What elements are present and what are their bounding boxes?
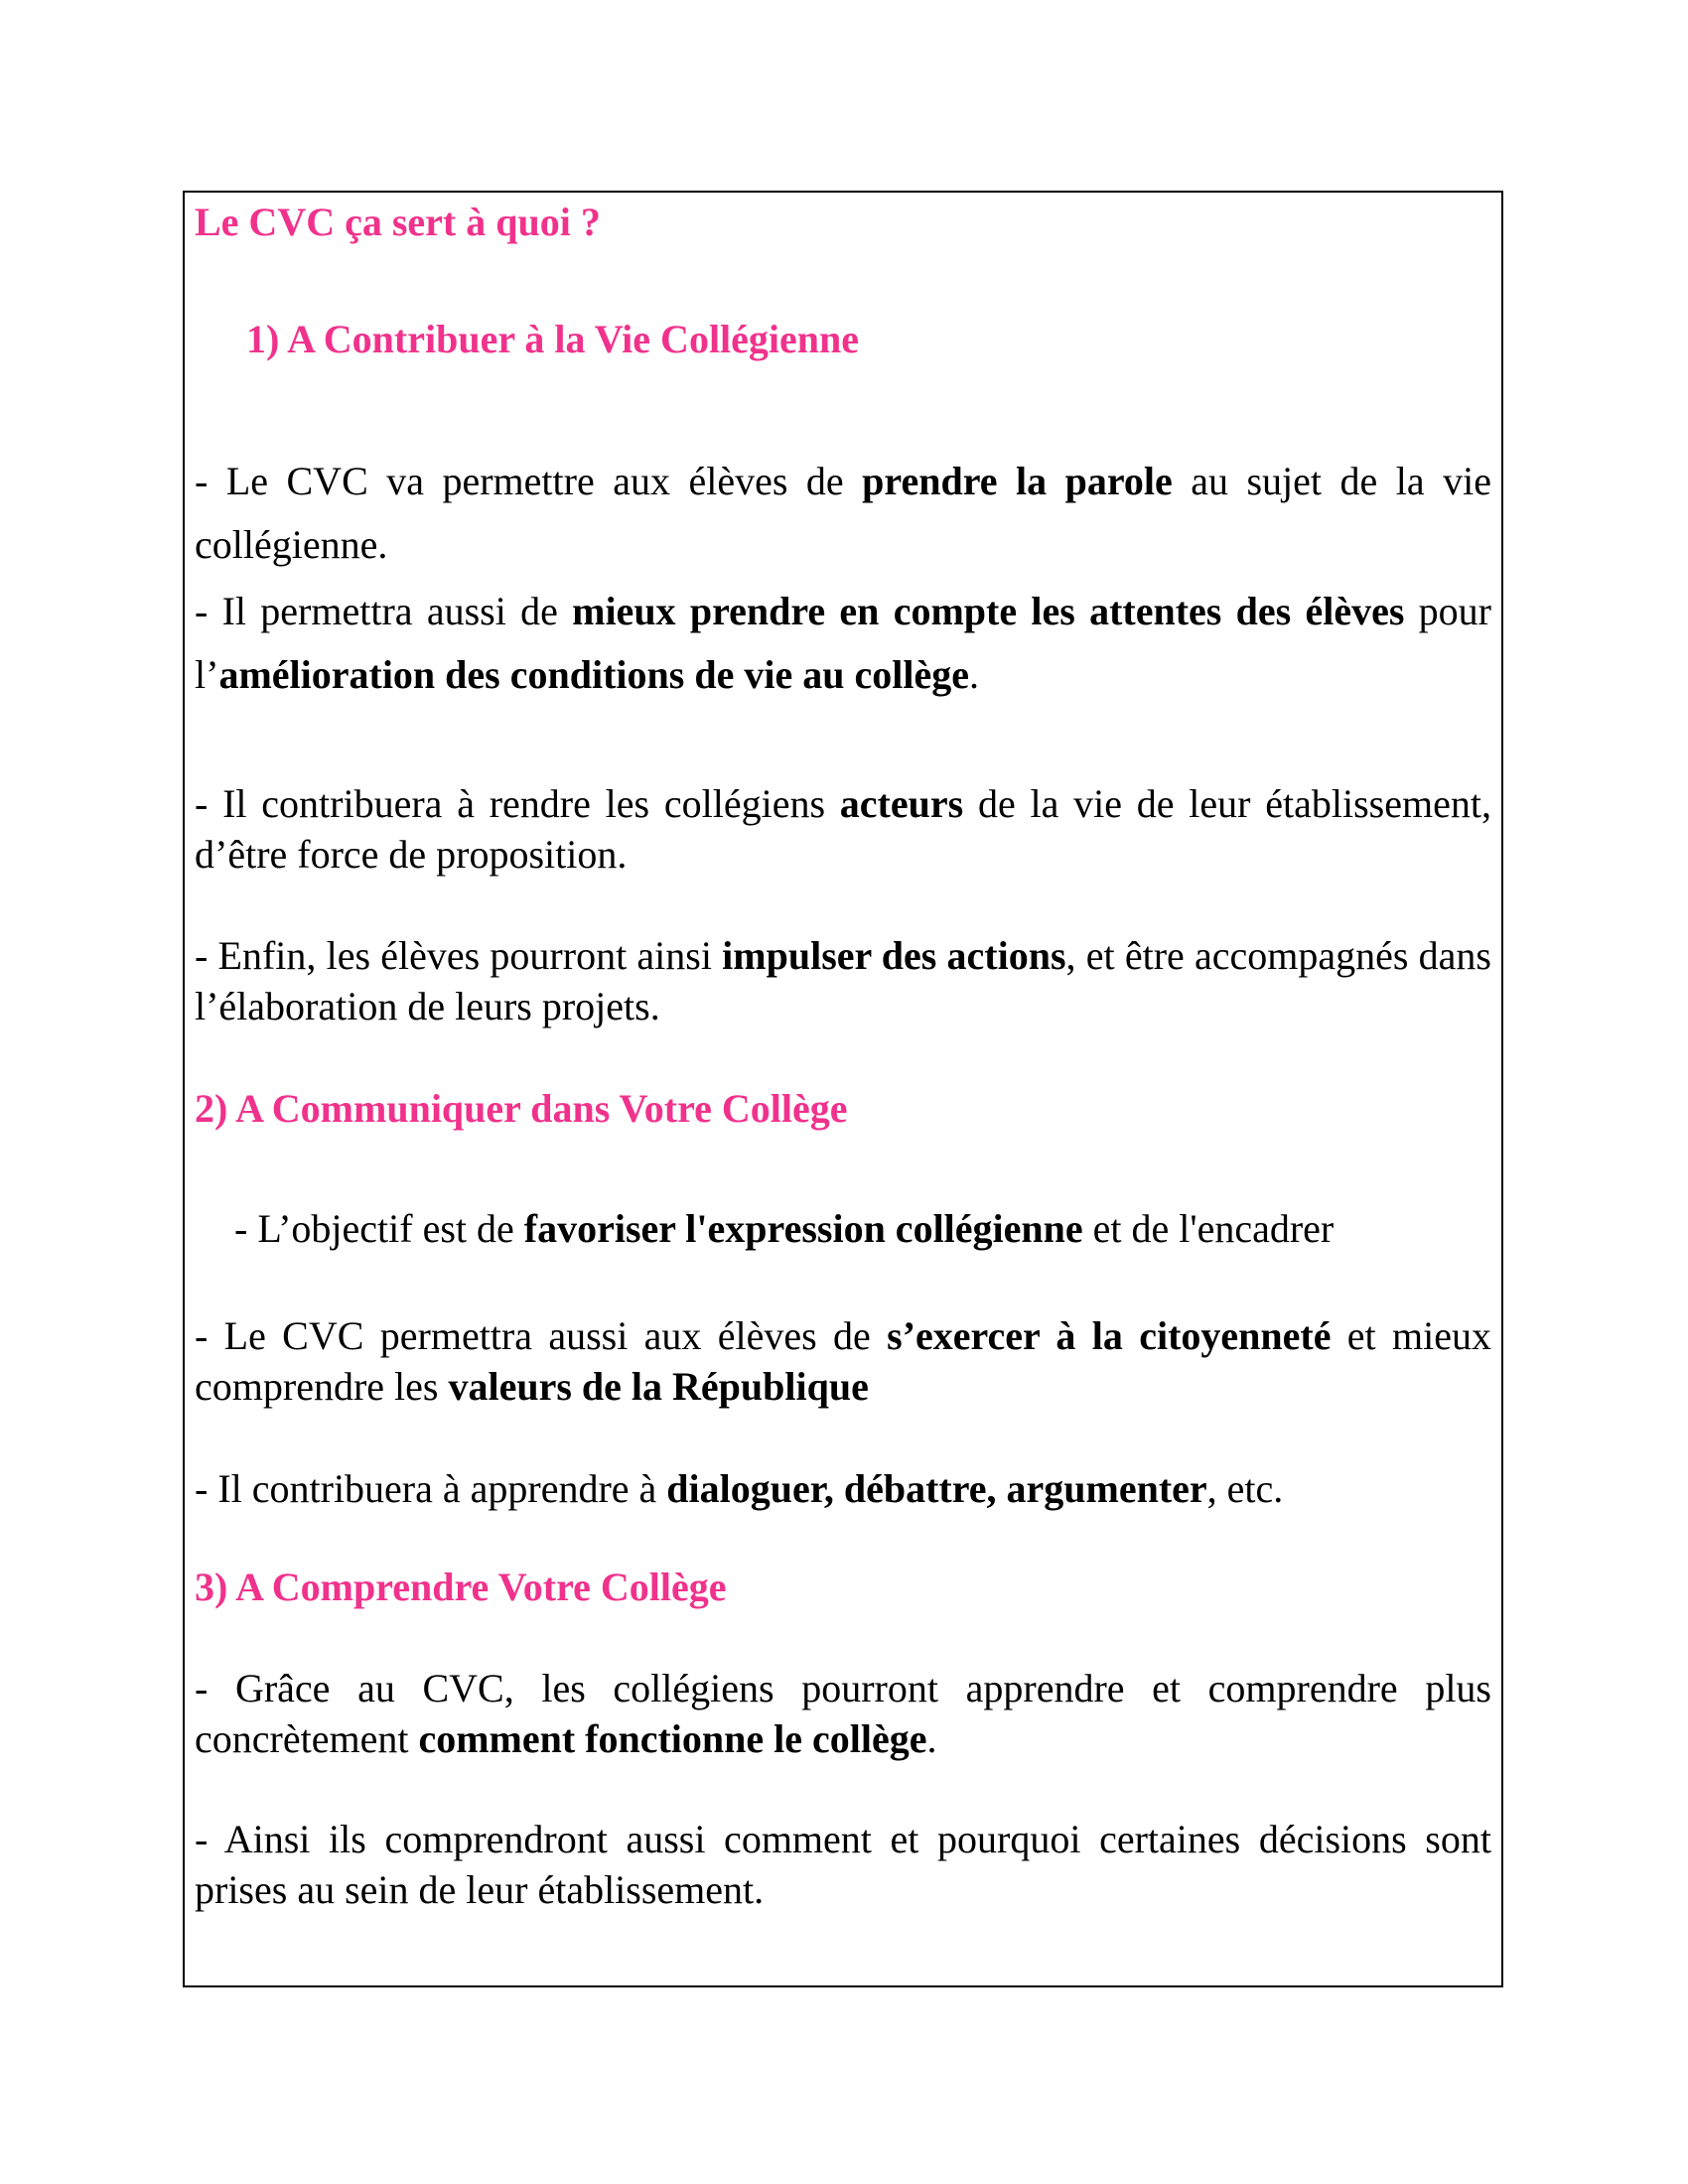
section-1-paragraph-3: [195, 778, 1491, 880]
text-run: et mieux comprendre les: [195, 1313, 1491, 1409]
text-run: - Enfin, les élèves pourront ainsi: [195, 933, 723, 978]
bold-phrase: mieux prendre en compte les attentes des élèves: [572, 589, 1405, 633]
section-2-paragraph-2: [195, 1310, 1491, 1412]
section-1-heading: 1) A Contribuer à la Vie Collégienne: [246, 317, 860, 361]
text-run: - L’objectif est de: [234, 1206, 524, 1251]
bold-phrase: dialoguer, débattre, argumenter: [666, 1466, 1207, 1511]
text-run: .: [968, 652, 979, 697]
section-1-paragraph-4: [195, 930, 1491, 1031]
text-run: - Le CVC permettra aussi aux élèves de: [195, 1313, 888, 1358]
section-2-paragraph-1: [234, 1203, 1491, 1254]
bold-phrase: impulser des actions: [722, 933, 1066, 978]
bold-phrase: s’exercer à la citoyenneté: [887, 1313, 1332, 1358]
bold-phrase: favoriser l'expression collégienne: [523, 1206, 1083, 1251]
text-run: - Grâce au CVC, les collégiens pourront apprendre et comprendre plus concrètement: [195, 1666, 1491, 1761]
section-2-heading: 2) A Communiquer dans Votre Collège: [195, 1086, 848, 1131]
text-run: , et être accompagnés dans l’élaboration de leurs projets.: [195, 933, 1491, 1028]
section-1-paragraph-1: [195, 450, 1491, 577]
text-run: - Il permettra aussi de: [195, 589, 573, 633]
text-run: - Ainsi ils comprendront aussi comment et pourquoi certaines décisions sont prises au sein de leur établissement.: [195, 1817, 1491, 1912]
text-run: - Le CVC va permettre aux élèves de: [195, 459, 863, 503]
bold-phrase: valeurs de la République: [448, 1364, 869, 1409]
section-3-paragraph-1: [195, 1663, 1491, 1764]
bold-phrase: comment fonctionne le collège: [418, 1716, 927, 1761]
text-run: .: [926, 1716, 937, 1761]
text-run: de la vie de leur établissement, d’être force de proposition.: [195, 781, 1491, 877]
bold-phrase: prendre la parole: [862, 459, 1173, 503]
page-title: Le CVC ça sert à quoi ?: [195, 200, 601, 244]
bold-phrase: acteurs: [839, 781, 964, 826]
text-run: au sujet de la vie collégienne.: [195, 459, 1491, 567]
text-run: , etc.: [1206, 1466, 1284, 1511]
text-run: - Il contribuera à rendre les collégiens: [195, 781, 840, 826]
section-3-paragraph-2: [195, 1814, 1491, 1915]
section-2-paragraph-3: [195, 1463, 1491, 1514]
text-run: pour l’: [195, 589, 1492, 697]
text-run: et de l'encadrer: [1082, 1206, 1335, 1251]
section-1-paragraph-2: [195, 580, 1491, 707]
text-run: - Il contribuera à apprendre à: [195, 1466, 667, 1511]
section-3-heading: 3) A Comprendre Votre Collège: [195, 1565, 727, 1609]
bold-phrase: amélioration des conditions de vie au collège: [218, 652, 969, 697]
